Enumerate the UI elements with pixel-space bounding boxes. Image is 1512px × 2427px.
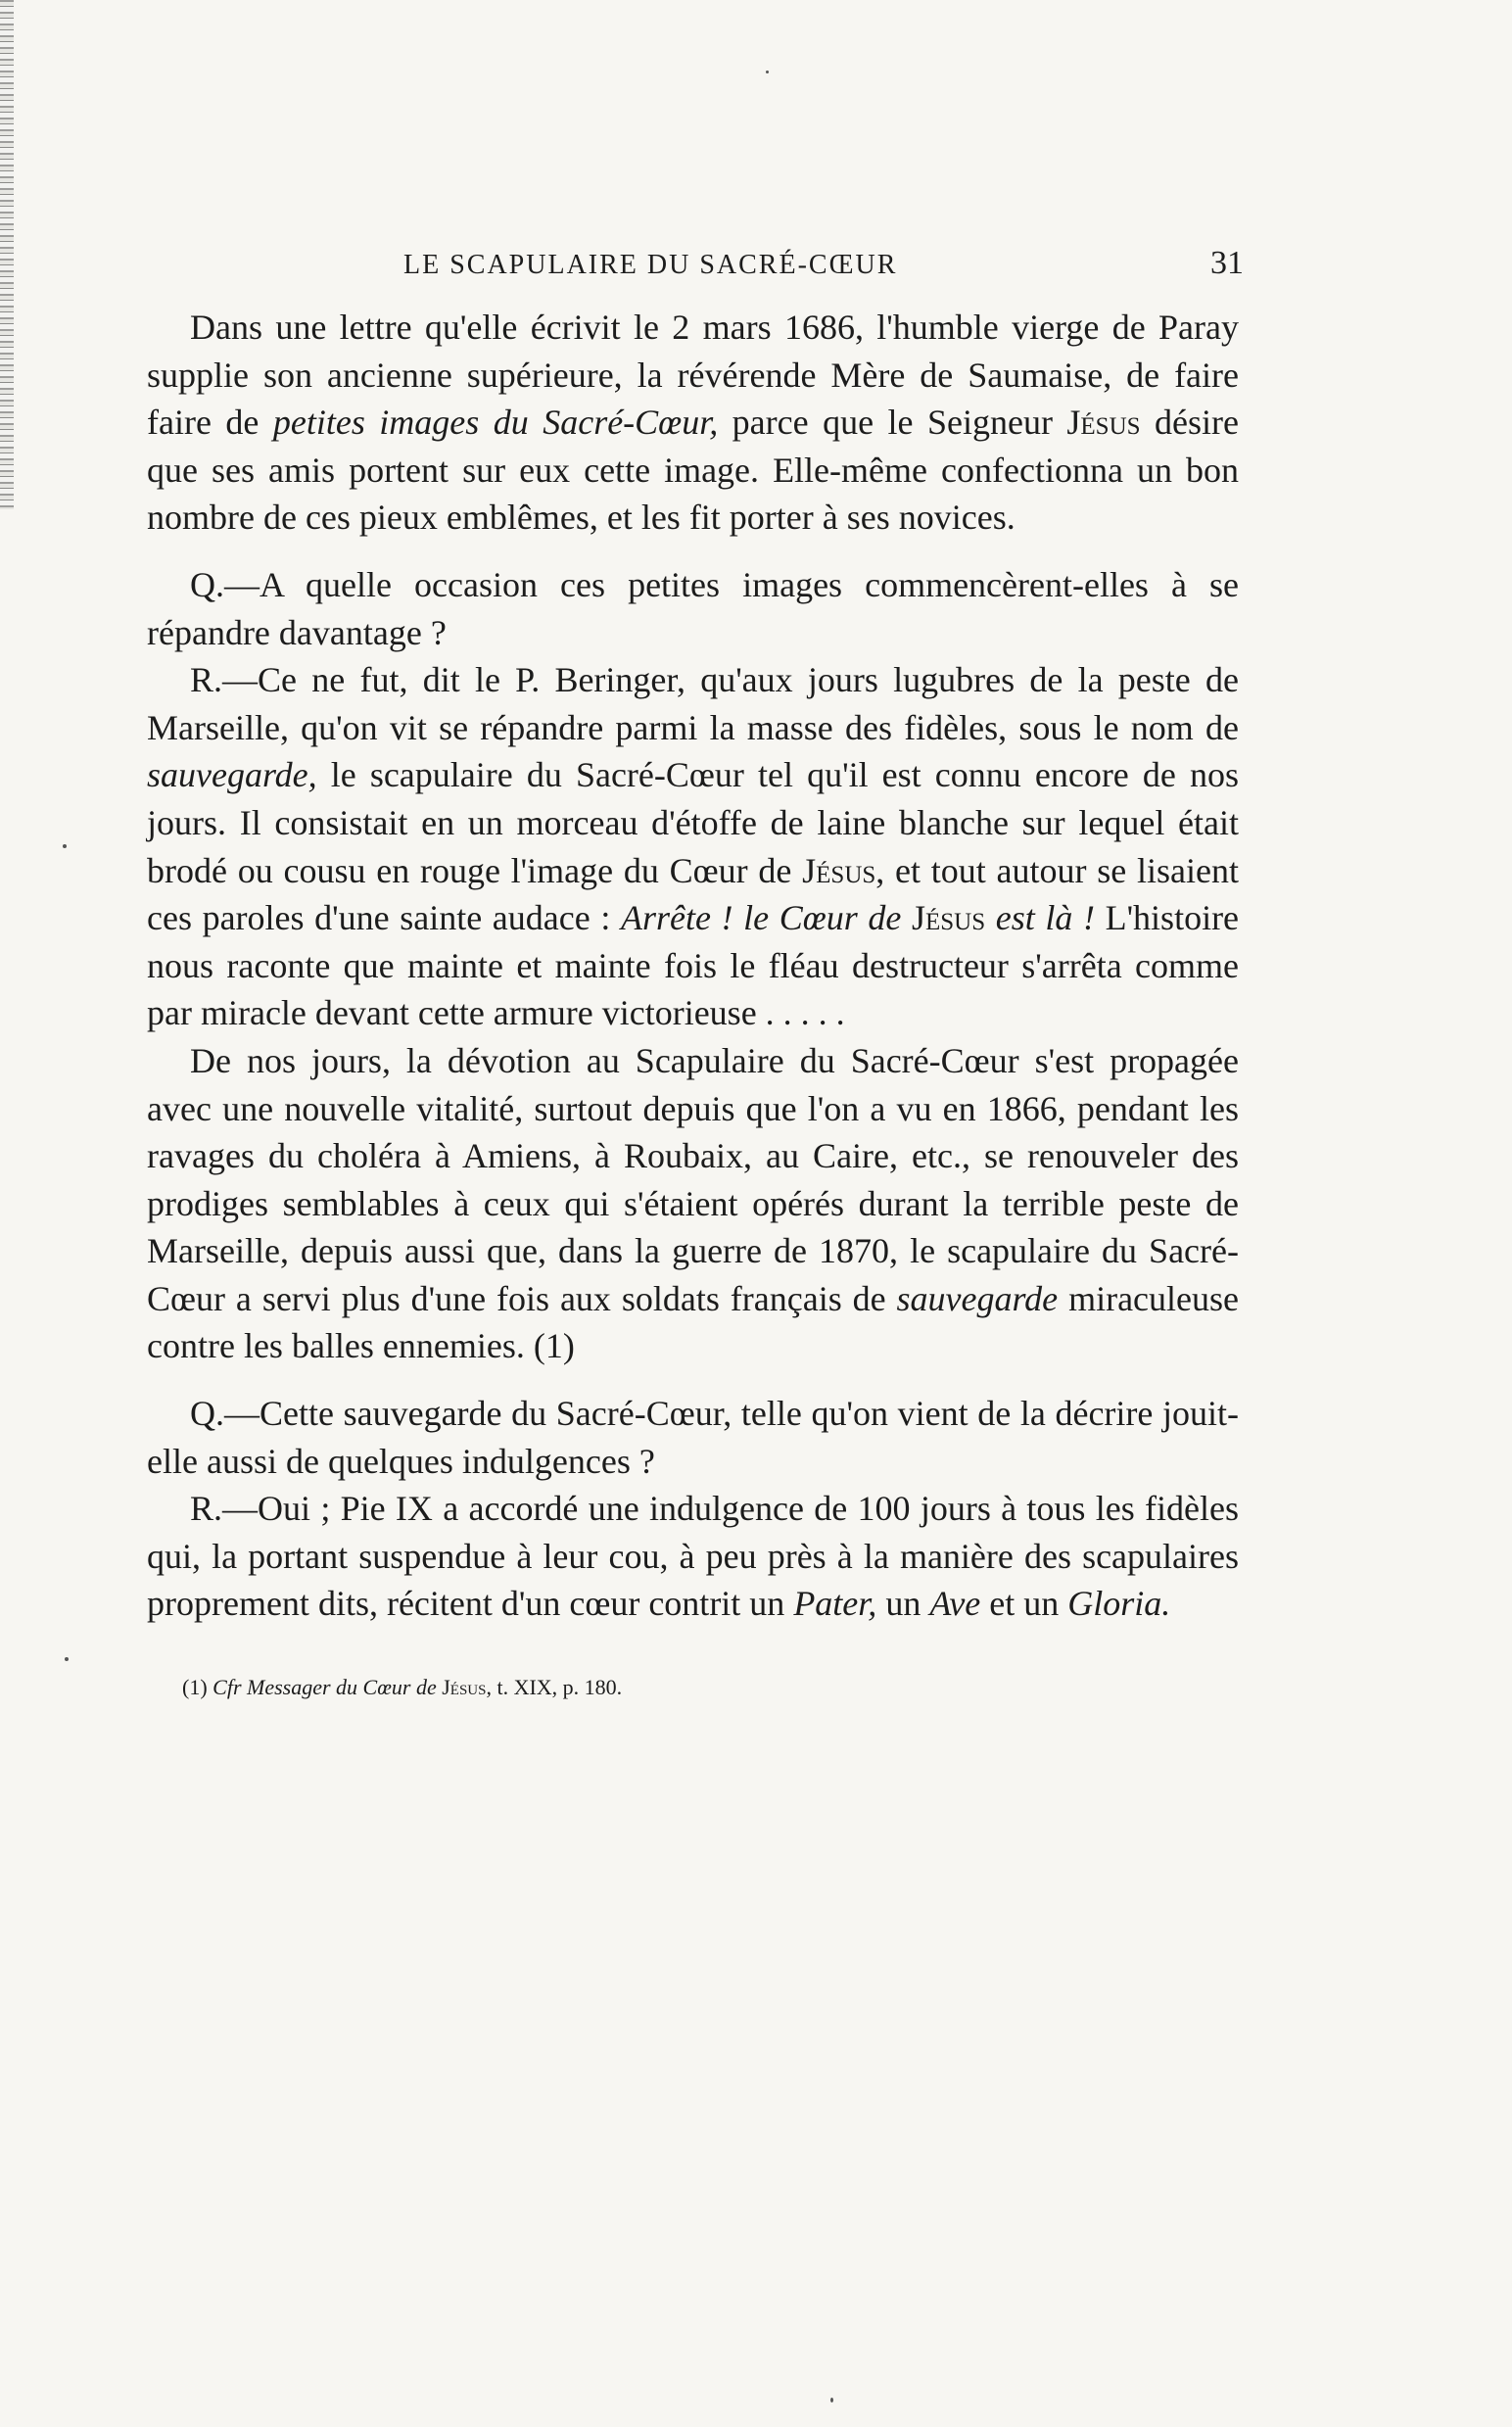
italic-text: sauvegarde (896, 1278, 1059, 1318)
paragraph-letter (147, 304, 1239, 542)
italic-text: Gloria. (1067, 1584, 1171, 1624)
paragraph-modern (147, 1037, 1239, 1370)
scan-speck (766, 71, 769, 73)
text: R.—Ce ne fut, dit le P. Beringer, qu'aux jours lugubres de la peste de Marseille, qu'on vit se répandre parmi la masse des fidèles, sous le nom de (147, 660, 1239, 747)
small-caps-name: Jésus (911, 898, 986, 938)
page-header (147, 245, 1244, 304)
text: parce que le Seigneur (718, 403, 1067, 443)
italic-text: Cfr Messager du Cœur de (213, 1675, 437, 1700)
scan-speck (63, 844, 67, 848)
small-caps-name: Jésus (802, 850, 876, 890)
scan-speck (65, 1657, 69, 1661)
book-page (147, 245, 1244, 1702)
italic-text: Arrête ! le Cœur de (620, 898, 902, 938)
text: , t. XIX, p. 180. (486, 1675, 623, 1700)
italic-text: sauvegarde, (147, 755, 317, 795)
answer-1 (147, 656, 1239, 1037)
footnote (147, 1673, 1239, 1702)
answer-2 (147, 1485, 1239, 1628)
text: Dans une lettre qu'elle écrivit le 2 mars 1686, l'humble vierge de Paray supplie son ancienne supérieure, la révérende Mère de Saumaise, de faire faire de (147, 308, 1239, 443)
small-caps-name: Jésus (442, 1675, 487, 1700)
italic-text: Ave (929, 1584, 981, 1624)
page-number: 31 (1210, 245, 1244, 281)
small-caps-name: Jésus (1066, 403, 1141, 443)
scan-edge (0, 0, 14, 509)
text: et un (980, 1584, 1068, 1624)
italic-text: est là ! (995, 898, 1095, 938)
italic-text: Pater, (793, 1584, 877, 1624)
text: le scapulaire du Sacré-Cœur tel qu'il est connu encore de nos jours. Il consistait en un morceau d'étoffe de laine blanche sur lequel était brodé ou cousu en rouge l'image du Cœur de (147, 755, 1239, 890)
text: un (876, 1584, 930, 1624)
italic-text: petites images du Sacré-Cœur, (272, 403, 719, 443)
text: miraculeuse contre les balles ennemies. (1) (147, 1278, 1239, 1366)
text: désire que ses amis portent sur eux cette image. Elle-même confectionna un bon nombre de ces pieux emblêmes, et les fit porter à ses novices. (147, 403, 1239, 538)
running-head: LE SCAPULAIRE DU SACRÉ-CŒUR (403, 250, 898, 280)
question-2: Q.—Cette sauvegarde du Sacré-Cœur, telle qu'on vient de la décrire jouit-elle aussi de quelques indulgences ? (147, 1394, 1239, 1481)
question-1: Q.—A quelle occasion ces petites images commencèrent-elles à se répandre davantage ? (147, 564, 1239, 652)
footnote-number: (1) (182, 1675, 208, 1700)
text: R.—Oui ; Pie IX a accordé une indulgence de 100 jours à tous les fidèles qui, la portant suspendue à leur cou, à peu près à la manière des scapulaires proprement dits, récitent d'un cœur contrit un (147, 1489, 1239, 1624)
text: L'histoire nous raconte que mainte et mainte fois le fléau destructeur s'arrêta comme par miracle devant cette armure victorieuse . . . . . (147, 898, 1240, 1033)
text: De nos jours, la dévotion au Scapulaire du Sacré-Cœur s'est propagée avec une nouvelle vitalité, surtout depuis que l'on a vu en 1866, pendant les ravages du choléra à Amiens, à Roubaix, au Caire, etc., se renouveler des prodiges semblables à ceux qui s'étaient opérés durant la terrible peste de Marseille, depuis aussi que, dans la guerre de 1870, le scapulaire du Sacré-Cœur a servi plus d'une fois aux soldats français de (147, 1040, 1239, 1318)
text: , et tout autour se lisaient ces paroles d'une sainte audace : (147, 850, 1239, 938)
scan-speck (830, 2398, 833, 2403)
